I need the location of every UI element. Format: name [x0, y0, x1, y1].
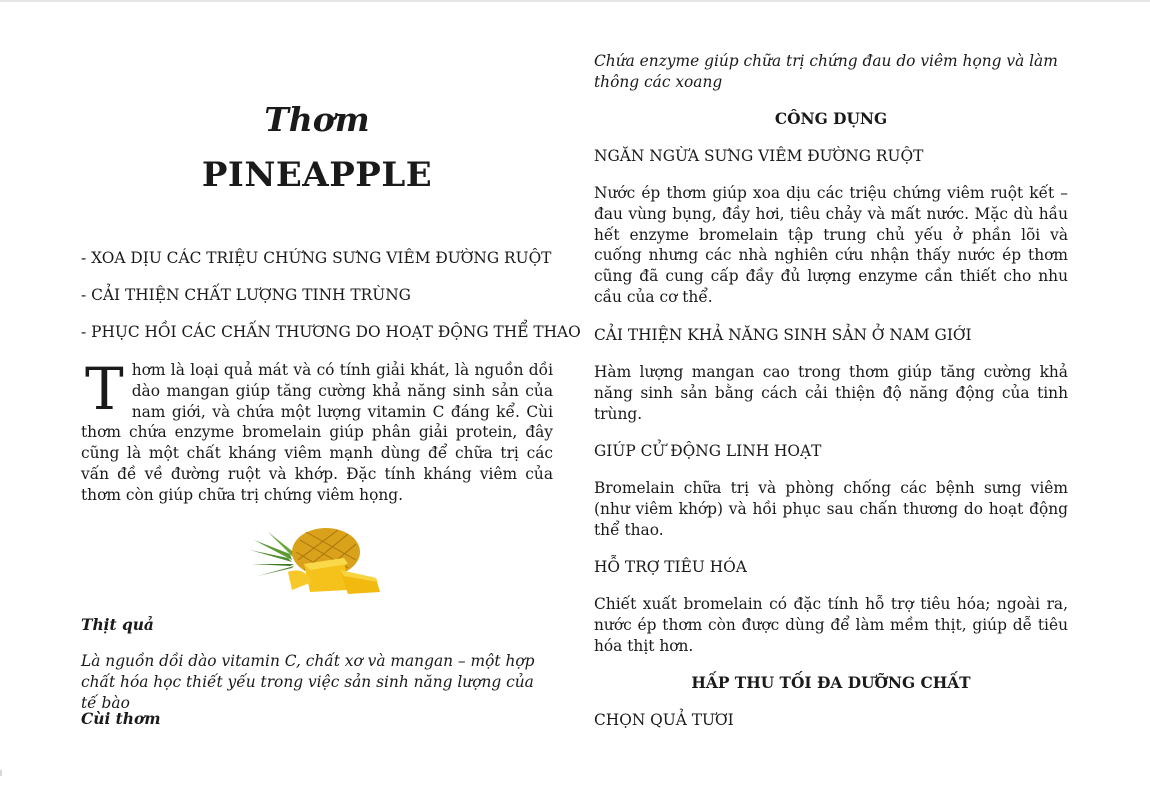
- section-heading-digestion: HỖ TRỢ TIÊU HÓA: [594, 558, 747, 576]
- flesh-heading: Thịt quả: [81, 616, 154, 634]
- page-top-border: [0, 0, 1150, 2]
- section-heading-intestine: NGĂN NGỪA SƯNG VIÊM ĐƯỜNG RUỘT: [594, 147, 924, 165]
- title-english: PINEAPPLE: [201, 155, 433, 195]
- section-text-fertility: Hàm lượng mangan cao trong thơm giúp tăng cường khả năng sinh sản bằng cách cải thiện độ năng động của tinh trùng.: [594, 363, 1068, 423]
- core-heading: Cùi thơm: [81, 710, 161, 728]
- fresh-heading: CHỌN QUẢ TƯƠI: [594, 711, 734, 729]
- core-text: Chứa enzyme giúp chữa trị chứng đau do viêm họng và làm thông các xoang: [594, 52, 1058, 91]
- page-edge-mark: [0, 770, 2, 776]
- section-text-mobility: Bromelain chữa trị và phòng chống các bệnh sưng viêm (như viêm khớp) và hồi phục sau chấn thương do hoạt động thể thao.: [594, 479, 1068, 539]
- benefit-bullet-1: - XOA DỊU CÁC TRIỆU CHỨNG SƯNG VIÊM ĐƯỜNG RUỘT: [81, 249, 552, 267]
- section-text-digestion: Chiết xuất bromelain có đặc tính hỗ trợ tiêu hóa; ngoài ra, nước ép thơm còn được dùng để làm mềm thịt, giúp dễ tiêu hóa thịt hơn.: [594, 595, 1068, 655]
- section-text-intestine: Nước ép thơm giúp xoa dịu các triệu chứng viêm ruột kết – đau vùng bụng, đầy hơi, tiêu chảy và mất nước. Mặc dù hầu hết enzyme bromelain tập trung chủ yếu ở phần lõi và cuống nhưng các nhà nghiên cứu nhận thấy nước ép thơm cũng đã cung cấp đầy đủ lượng enzyme cần thiết cho nhu cầu của cơ thể.: [594, 184, 1068, 306]
- pineapple-leaves: [250, 532, 296, 576]
- title-vietnamese: Thơm: [264, 100, 370, 139]
- benefit-bullet-2: - CẢI THIỆN CHẤT LƯỢNG TINH TRÙNG: [81, 286, 411, 304]
- benefit-bullet-3: - PHỤC HỒI CÁC CHẤN THƯƠNG DO HOẠT ĐỘNG THỂ THAO: [81, 323, 581, 341]
- intro-paragraph: [81, 355, 553, 506]
- flesh-text: Là nguồn dồi dào vitamin C, chất xơ và mangan – một hợp chất hóa học thiết yếu trong việc sản sinh năng lượng của tế bào: [81, 652, 535, 712]
- pineapple-image: [248, 520, 388, 598]
- intro-text: hơm là loại quả mát và có tính giải khát, là nguồn dồi dào mangan giúp tăng cường khả năng sinh sản của nam giới, và chứa một lượng vitamin C đáng kể. Cùi thơm chứa enzyme bromelain giúp phân giải protein, đây cũng là một chất kháng viêm mạnh dùng để chữa trị các vấn đề về đường ruột và khớp. Đặc tính kháng viêm của thơm còn giúp chữa trị chứng viêm họng.: [81, 361, 553, 504]
- drop-cap: T: [85, 355, 124, 423]
- section-heading-mobility: GIÚP CỬ ĐỘNG LINH HOẠT: [594, 442, 822, 460]
- absorb-heading: HẤP THU TỐI ĐA DƯỠNG CHẤT: [691, 674, 971, 692]
- uses-heading: CÔNG DỤNG: [774, 110, 888, 128]
- section-heading-fertility: CẢI THIỆN KHẢ NĂNG SINH SẢN Ở NAM GIỚI: [594, 326, 972, 344]
